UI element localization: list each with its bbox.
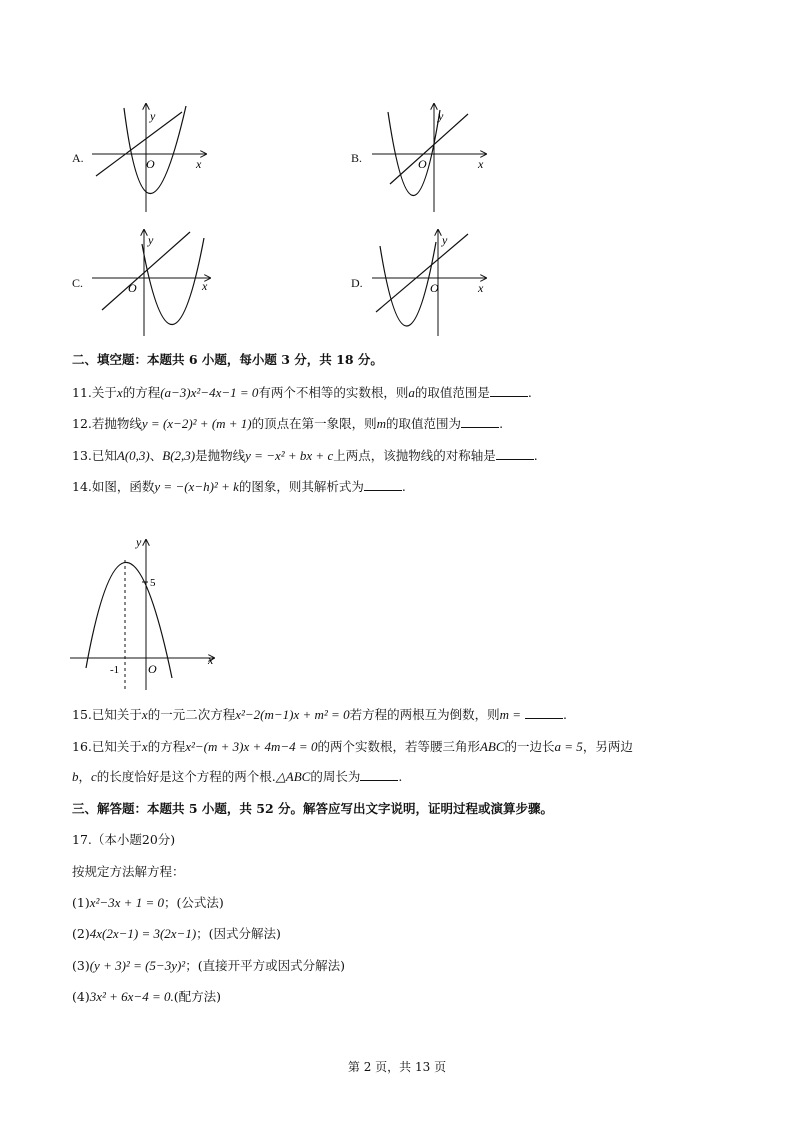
- line: [390, 114, 468, 184]
- question-15: 15.已知关于x的一元二次方程x²−2(m−1)x + m² = 0若方程的两根互为倒数，则m = .: [72, 707, 567, 722]
- option-d-label: D.: [351, 276, 363, 290]
- answer-blank: [525, 706, 563, 719]
- origin-label: O: [146, 157, 155, 171]
- answer-blank: [490, 384, 528, 397]
- y-label: y: [438, 109, 444, 123]
- y-label: y: [150, 109, 156, 123]
- x-label: x: [478, 281, 484, 295]
- question-14-figure: [68, 536, 220, 694]
- page-footer: 第 2 页，共 13 页: [347, 1060, 447, 1074]
- question-17-title: 17.（本小题20分): [72, 832, 176, 847]
- origin-label: O: [418, 157, 427, 171]
- question-11: 11.关于x的方程(a−3)x²−4x−1 = 0有两个不相等的实数根，则a的取值范围是 .: [72, 385, 532, 400]
- x-label: x: [196, 157, 202, 171]
- question-14: 14.如图，函数y = −(x−h)² + k的图象，则其解析式为 .: [72, 479, 406, 494]
- y-label: y: [148, 233, 154, 247]
- option-b-graph: [368, 100, 498, 215]
- q17-item-1: (1)x²−3x + 1 = 0；(公式法): [72, 895, 224, 910]
- x-label: x: [202, 279, 208, 293]
- origin-label: O: [430, 281, 439, 295]
- label-neg1: -1: [110, 664, 120, 676]
- option-c-graph: [88, 228, 218, 338]
- parabola: [388, 110, 440, 196]
- option-c-label: C.: [72, 276, 84, 290]
- y-label: y: [136, 536, 142, 549]
- x-label: x: [208, 653, 214, 667]
- answer-blank: [461, 415, 499, 428]
- question-12: 12.若抛物线y = (x−2)² + (m + 1)的顶点在第一象限，则m的取值范围为 .: [72, 416, 504, 431]
- option-a-label: A.: [72, 151, 84, 165]
- x-label: x: [478, 157, 484, 171]
- origin-label: O: [128, 281, 137, 295]
- answer-blank: [360, 768, 398, 781]
- question-13: 13.已知A(0,3)、B(2,3)是抛物线y = −x² + bx + c上两点，该抛物线的对称轴是 .: [72, 448, 538, 463]
- line: [376, 234, 468, 312]
- origin-label: O: [148, 662, 157, 676]
- question-17-intro: 按规定方法解方程：: [72, 864, 185, 879]
- parabola: [380, 242, 436, 326]
- option-a-graph: [88, 100, 218, 215]
- section2-heading: 二、填空题：本题共 6 小题，每小题 3 分，共 18 分。: [72, 352, 383, 367]
- q17-item-2: (2)4x(2x−1) = 3(2x−1)；(因式分解法): [72, 926, 281, 941]
- line: [102, 232, 190, 310]
- label-5: 5: [150, 577, 156, 589]
- parabola: [142, 238, 204, 325]
- y-label: y: [442, 233, 448, 247]
- answer-blank: [496, 447, 534, 460]
- answer-blank: [364, 478, 402, 491]
- q17-item-4: (4)3x² + 6x−4 = 0.(配方法): [72, 989, 221, 1004]
- section3-heading: 三、解答题：本题共 5 小题，共 52 分。解答应写出文字说明，证明过程或演算步骤。: [72, 801, 554, 816]
- question-16-line2: b，c的长度恰好是这个方程的两个根.△ABC的周长为 .: [72, 769, 403, 784]
- q17-item-3: (3)(y + 3)² = (5−3y)²；(直接开平方或因式分解法): [72, 958, 345, 973]
- question-16: 16.已知关于x的方程x²−(m + 3)x + 4m−4 = 0的两个实数根，若等腰三角形ABC的一边长a = 5，另两边: [72, 739, 633, 754]
- option-b-label: B.: [351, 151, 363, 165]
- parabola: [86, 562, 172, 678]
- option-d-graph: [368, 228, 498, 338]
